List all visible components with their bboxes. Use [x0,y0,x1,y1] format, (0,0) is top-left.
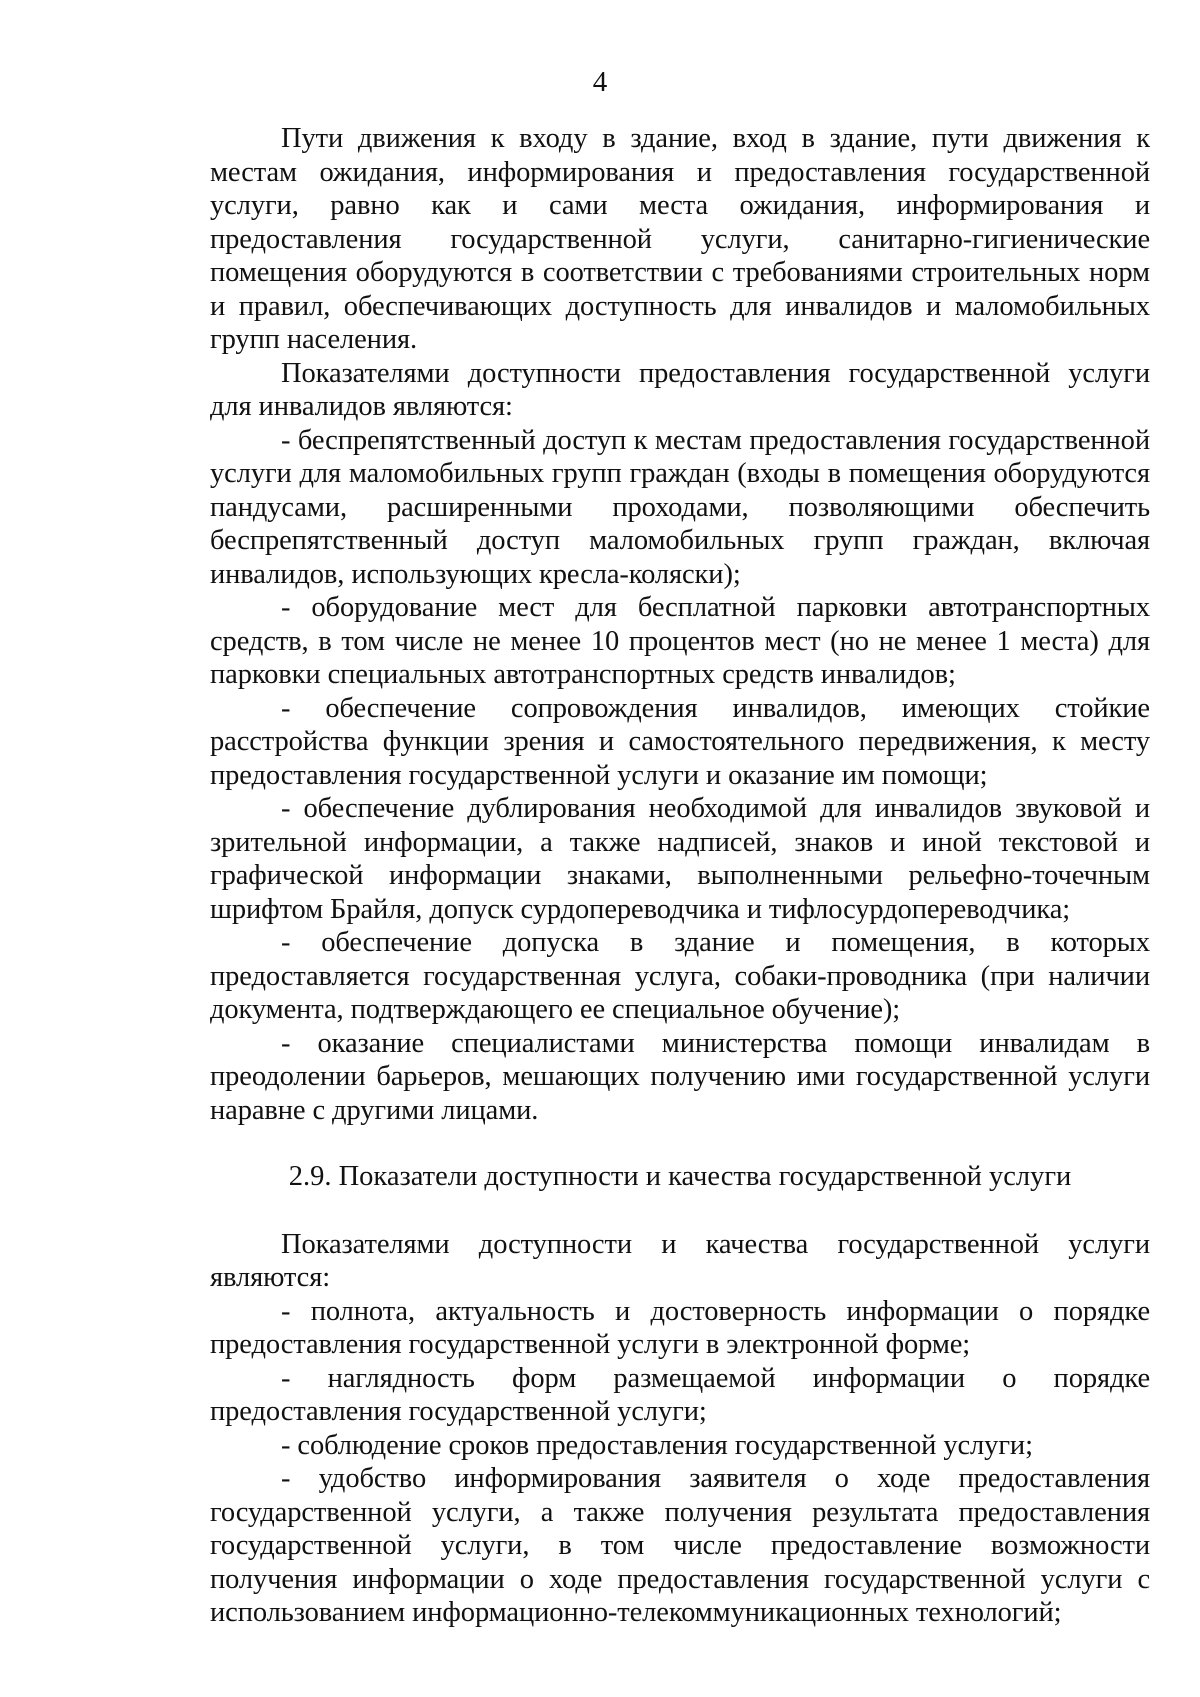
list-item-information-clarity: - наглядность форм размещаемой информации о порядке предоставления государственной услуги; [210,1362,1150,1427]
section-heading: 2.9. Показатели доступности и качества государственной услуги [288,1161,1072,1192]
list-item-deadlines: - соблюдение сроков предоставления государственной услуги; [281,1429,1033,1461]
page-number: 4 [592,66,608,98]
list-item-convenience: - удобство информирования заявителя о ходе предоставления государственной услуги, а также получения результата предоставления государственной услуги, в том числе предоставление возможности получения информации о ходе предоставления государственной услуги с использованием информационно-телекоммуникационных технологий; [210,1463,1150,1628]
list-item-information-completeness: - полнота, актуальность и достоверность информации о порядке предоставления государственной услуги в электронной форме; [210,1295,1150,1360]
document-body [210,122,1150,1630]
list-item-parking: - оборудование мест для бесплатной парковки автотранспортных средств, в том числе не менее 10 процентов мест (но не менее 1 места) для парковки специальных автотранспортных средств инвалидов; [210,592,1150,690]
list-item-specialist-assistance: - оказание специалистами министерства помощи инвалидам в преодолении барьеров, мешающих получению ими государственной услуги наравне с другими лицами. [210,1027,1150,1126]
paragraph-accessibility-indicators-intro: Показателями доступности предоставления государственной услуги для инвалидов являются: [210,357,1150,422]
list-item-information-duplication: - обеспечение дублирования необходимой для инвалидов звуковой и зрительной информации, а также надписей, знаков и иной текстовой и графической информации знаками, выполненными рельефно-точечным шрифтом Брайля, допуск сурдопереводчика и тифлосурдопереводчика; [210,793,1150,925]
paragraph-quality-indicators-intro: Показателями доступности и качества государственной услуги являются: [210,1228,1150,1293]
list-item-guide-dog: - обеспечение допуска в здание и помещения, в которых предоставляется государственная услуга, собаки-проводника (при наличии документа, подтверждающего ее специальное обучение); [210,927,1150,1025]
list-item-escort: - обеспечение сопровождения инвалидов, имеющих стойкие расстройства функции зрения и самостоятельного передвижения, к месту предоставления государственной услуги и оказание им помощи; [210,692,1150,791]
list-item-unobstructed-access: - беспрепятственный доступ к местам предоставления государственной услуги для маломобильных групп граждан (входы в помещения оборудуются пандусами, расширенными проходами, позволяющими обеспечить беспрепятственный доступ маломобильных групп граждан, включая инвалидов, использующих кресла-коляски); [210,424,1150,590]
paragraph-entrance-paths: Пути движения к входу в здание, вход в здание, пути движения к местам ожидания, информирования и предоставления государственной услуги, равно как и сами места ожидания, информирования и предоставления государственной услуги, санитарно-гигиенические помещения оборудуются в соответствии с требованиями строительных норм и правил, обеспечивающих доступность для инвалидов и маломобильных групп населения. [210,123,1150,355]
